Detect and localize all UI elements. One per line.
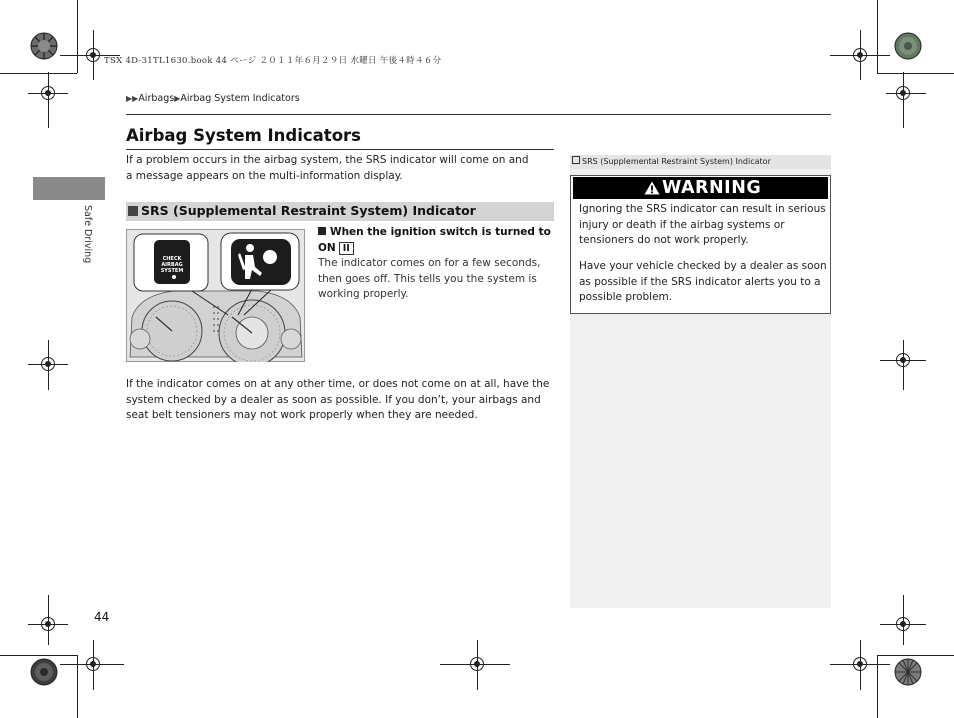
registration-mark (41, 357, 55, 371)
subsection-title: SRS (Supplemental Restraint System) Indicator (141, 203, 476, 218)
warning-bar (573, 177, 828, 199)
note-heading (570, 155, 831, 169)
registration-mark (896, 86, 910, 100)
chapter-tab (33, 177, 105, 200)
note-link-icon (572, 156, 580, 164)
callout-text-line: AIRBAG (161, 262, 183, 268)
print-info: TSX 4D-31TL1630.book 44 ページ ２０１１年６月２９日 水曜日 午後４時４６分 (104, 56, 442, 66)
registration-mark (853, 657, 867, 671)
breadcrumb-parent-link[interactable]: Airbags (138, 93, 175, 104)
body-paragraph: If the indicator comes on at any other time, or does not come on at all, have the system checked by a dealer as soon as possible. If you don’t, your airbags and seat belt tensioners may not work properly when they are needed. (126, 378, 550, 421)
ignition-position-key: II (339, 242, 354, 255)
title-rule (126, 149, 554, 150)
condition-title: When the ignition switch is turned to ON (318, 226, 551, 254)
color-target-icon (894, 658, 922, 686)
registration-mark (41, 617, 55, 631)
breadcrumb-arrow-icon: ▶ (174, 94, 181, 103)
note-title: SRS (Supplemental Restraint System) Indicator (582, 157, 771, 166)
warning-paragraph: Ignoring the SRS indicator can result in serious injury or death if the airbag systems or tensioners do not work properly. (579, 203, 826, 246)
page-title: Airbag System Indicators (126, 126, 361, 145)
square-bullet-icon (318, 227, 326, 235)
registration-mark (470, 657, 484, 671)
registration-mark (86, 48, 100, 62)
page-number: 44 (94, 610, 110, 624)
condition-heading (318, 224, 554, 256)
instrument-cluster-illustration (126, 229, 305, 362)
warning-box (570, 175, 831, 314)
registration-mark (896, 617, 910, 631)
callout-text-line: SYSTEM (160, 268, 184, 274)
warning-triangle-icon (644, 181, 660, 195)
color-target-icon (894, 32, 922, 60)
callout-text-line: CHECK (162, 256, 182, 262)
condition-text: The indicator comes on for a few seconds, then goes off. This tells you the system is working properly. (318, 257, 541, 300)
color-target-icon (30, 32, 58, 60)
square-bullet-icon (128, 206, 138, 216)
breadcrumb (126, 93, 300, 104)
registration-mark (853, 48, 867, 62)
registration-mark (86, 657, 100, 671)
registration-mark (896, 353, 910, 367)
warning-paragraph: Have your vehicle checked by a dealer as soon as possible if the SRS indicator alerts you to a possible problem. (579, 260, 827, 303)
intro-paragraph: If a problem occurs in the airbag system, the SRS indicator will come on and a message appears on the multi-information display. (126, 154, 529, 182)
registration-mark (41, 86, 55, 100)
chapter-tab-label: Safe Driving (82, 205, 93, 264)
color-target-icon (30, 658, 58, 686)
header-rule (126, 114, 831, 115)
breadcrumb-arrow-icon: ▶▶ (126, 94, 139, 103)
warning-label: WARNING (662, 178, 762, 198)
subsection-heading (126, 202, 554, 221)
breadcrumb-current: Airbag System Indicators (180, 93, 300, 104)
